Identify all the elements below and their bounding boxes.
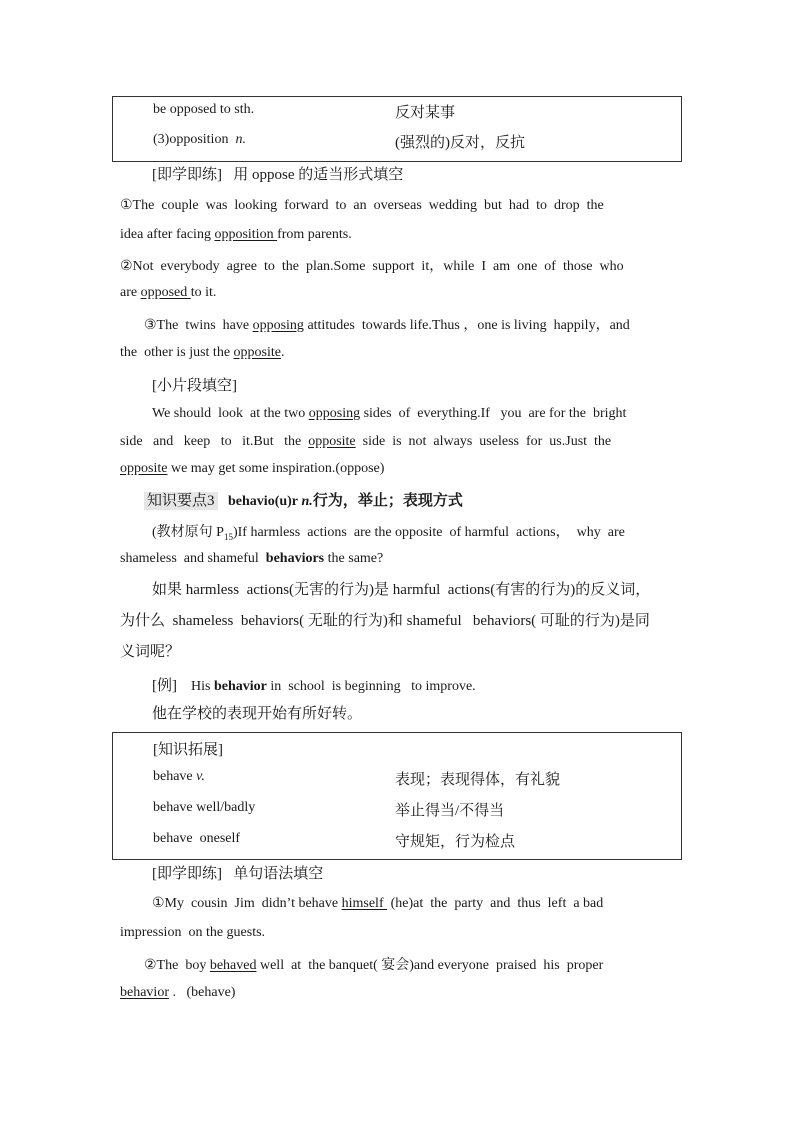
practice1-q1-line1: ①The couple was looking forward to an overseas wedding but had to drop the (120, 198, 604, 213)
practice2-heading: [即学即练] 单句语法填空 (152, 866, 324, 882)
practice1-q3-line2: the other is just the opposite. (120, 345, 285, 360)
kp3-heading: 知识要点3 behavio(u)r n.行为，举止；表现方式 (144, 489, 463, 510)
passage-line1: We should look at the two opposing sides of everything.If you are for the bright (152, 406, 627, 421)
kp3-zh-line1: 如果 harmless actions(无害的行为)是 harmful actions(有害的行为)的反义词， (152, 582, 651, 598)
box1-row2-zh: (强烈的)反对，反抗 (395, 135, 525, 151)
answer-blank: opposite (308, 434, 356, 449)
answer-blank: himself (341, 896, 388, 911)
practice1-q2-line2: are opposed to it. (120, 285, 217, 300)
box2-row2-en: behave well/badly (153, 800, 256, 815)
practice2-q2-line2: behavior . (behave) (120, 985, 236, 1000)
practice1-q1-line2: idea after facing opposition from parents. (120, 227, 352, 242)
answer-blank: behavior (120, 985, 169, 1000)
practice2-q2-line1: ②The boy behaved well at the banquet( 宴会)and everyone praised his proper (144, 958, 604, 973)
kp3-tag: 知识要点3 (144, 492, 218, 510)
passage-line3: opposite we may get some inspiration.(oppose) (120, 461, 385, 476)
practice2-q1-line1: ①My cousin Jim didn’t behave himself (he)at the party and thus left a bad (152, 896, 604, 911)
knowledge-expansion-box (112, 732, 682, 860)
answer-blank: opposition (214, 227, 278, 242)
box1-row1-en: be opposed to sth. (153, 102, 255, 117)
practice2-q1-line2: impression on the guests. (120, 925, 266, 940)
kp3-example-zh: 他在学校的表现开始有所好转。 (152, 706, 363, 722)
box2-row1-en: behave v. (153, 769, 205, 784)
answer-blank: opposing (252, 318, 304, 333)
kp3-zh-line2: 为什么 shameless behaviors( 无耻的行为)和 shameful behaviors( 可耻的行为)是同 (120, 613, 650, 629)
practice1-q3-line1: ③The twins have opposing attitudes towards life.Thus ，one is living happily，and (144, 318, 630, 333)
practice1-q2-line1: ②Not everybody agree to the plan.Some support it，while I am one of those who (120, 259, 624, 274)
answer-blank: opposite (120, 461, 168, 476)
answer-blank: behaved (209, 958, 257, 973)
kp3-source-line1: (教材原句 $P_{15})If$ harmless actions are the opposite of harmful actions， why are (152, 525, 625, 542)
kp3-source-line2: shameless and shameful behaviors the same? (120, 551, 384, 566)
box1-row1-zh: 反对某事 (395, 105, 456, 121)
answer-blank: opposed (140, 285, 191, 300)
box2-row1-zh: 表现；表现得体，有礼貌 (395, 772, 561, 788)
box2-row3-en: behave oneself (153, 831, 241, 846)
box1-row2-en: (3)opposition n. (153, 132, 246, 147)
practice1-heading: [即学即练] 用 oppose 的适当形式填空 (152, 167, 404, 183)
opposition-box (112, 96, 682, 162)
answer-blank: opposing (308, 406, 361, 421)
passage-line2: side and keep to it.But the opposite side is not always useless for us.Just the (120, 434, 612, 449)
box2-row2-zh: 举止得当/不得当 (395, 803, 505, 819)
answer-blank: opposite (233, 345, 281, 360)
box2-row3-zh: 守规矩，行为检点 (395, 834, 516, 850)
box2-title: [知识拓展] (153, 742, 223, 758)
kp3-example: [例] His behavior in school is beginning to improve. (152, 678, 476, 694)
passage-heading: [小片段填空] (152, 378, 237, 394)
kp3-zh-line3: 义词呢？ (120, 644, 181, 660)
